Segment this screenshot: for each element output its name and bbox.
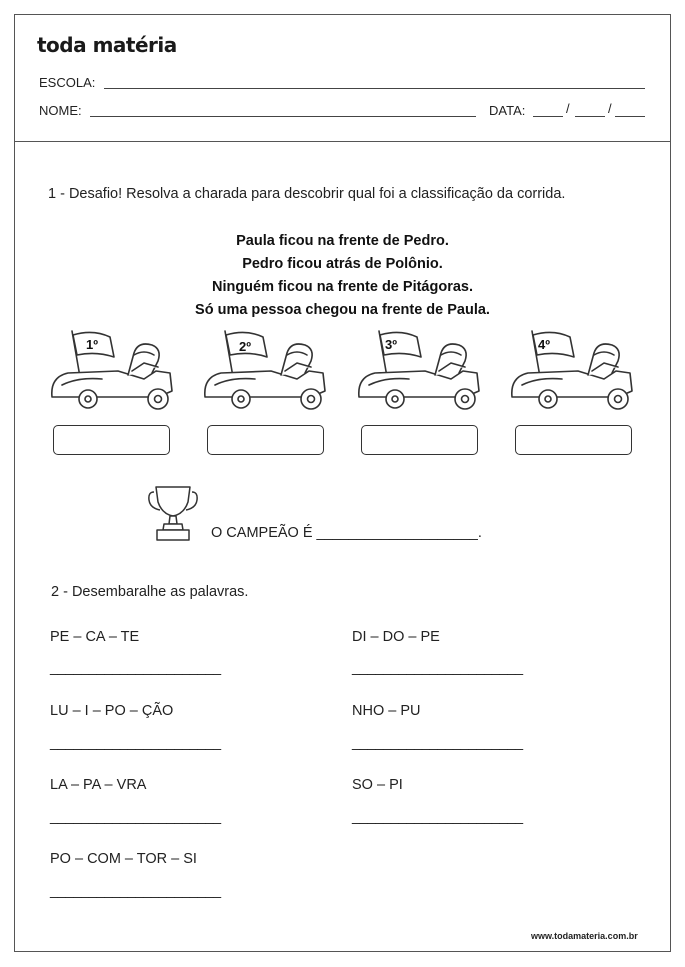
- riddle-line: Pedro ficou atrás de Polônio.: [242, 256, 443, 272]
- answer-box-4[interactable]: [515, 425, 632, 455]
- place-label: 1º: [86, 337, 98, 352]
- scrambled-word: PE – CA – TE: [50, 629, 140, 645]
- answer-line[interactable]: ______________________: [50, 735, 221, 751]
- escola-label: ESCOLA:: [39, 75, 96, 90]
- answer-line[interactable]: ______________________: [352, 660, 523, 676]
- kart-4-icon: [508, 327, 636, 413]
- header-divider: [14, 141, 671, 142]
- date-slash: /: [566, 101, 570, 116]
- data-label: DATA:: [489, 103, 526, 118]
- answer-box-3[interactable]: [361, 425, 478, 455]
- date-slash: /: [608, 101, 612, 116]
- kart-3-icon: [355, 327, 483, 413]
- footer-url: www.todamateria.com.br: [531, 931, 638, 941]
- kart-2-icon: [201, 327, 329, 413]
- champion-answer[interactable]: O CAMPEÃO É ____________________.: [211, 525, 482, 541]
- scrambled-word: LA – PA – VRA: [50, 777, 147, 793]
- answer-line[interactable]: ______________________: [352, 809, 523, 825]
- scrambled-word: SO – PI: [352, 777, 403, 793]
- answer-line[interactable]: ______________________: [352, 735, 523, 751]
- answer-box-2[interactable]: [207, 425, 324, 455]
- date-month-field[interactable]: [575, 116, 605, 117]
- riddle-line: Ninguém ficou na frente de Pitágoras.: [211, 279, 474, 295]
- place-label: 2º: [239, 339, 251, 354]
- riddle-text: [0, 230, 685, 322]
- date-day-field[interactable]: [533, 116, 563, 117]
- brand-logo: toda matéria: [37, 33, 177, 57]
- nome-field[interactable]: [90, 116, 476, 117]
- answer-line[interactable]: ______________________: [50, 809, 221, 825]
- nome-label: NOME:: [39, 103, 82, 118]
- question-2-prompt: 2 - Desembaralhe as palavras.: [51, 584, 249, 600]
- kart-1-icon: [48, 327, 176, 413]
- scrambled-word: LU – I – PO – ÇÃO: [50, 703, 174, 719]
- place-label: 4º: [538, 337, 550, 352]
- question-1-prompt: 1 - Desafio! Resolva a charada para descobrir qual foi a classificação da corrida.: [48, 186, 566, 202]
- answer-box-1[interactable]: [53, 425, 170, 455]
- riddle-line: Paula ficou na frente de Pedro.: [236, 233, 449, 249]
- escola-field[interactable]: [104, 88, 645, 89]
- answer-line[interactable]: ______________________: [50, 883, 221, 899]
- answer-line[interactable]: ______________________: [50, 660, 221, 676]
- scrambled-word: DI – DO – PE: [352, 629, 440, 645]
- riddle-line: Só uma pessoa chegou na frente de Paula.: [195, 302, 490, 318]
- scrambled-word: NHO – PU: [352, 703, 421, 719]
- place-label: 3º: [385, 337, 397, 352]
- scrambled-word: PO – COM – TOR – SI: [50, 851, 197, 867]
- trophy-icon: [146, 484, 200, 542]
- date-year-field[interactable]: [615, 116, 645, 117]
